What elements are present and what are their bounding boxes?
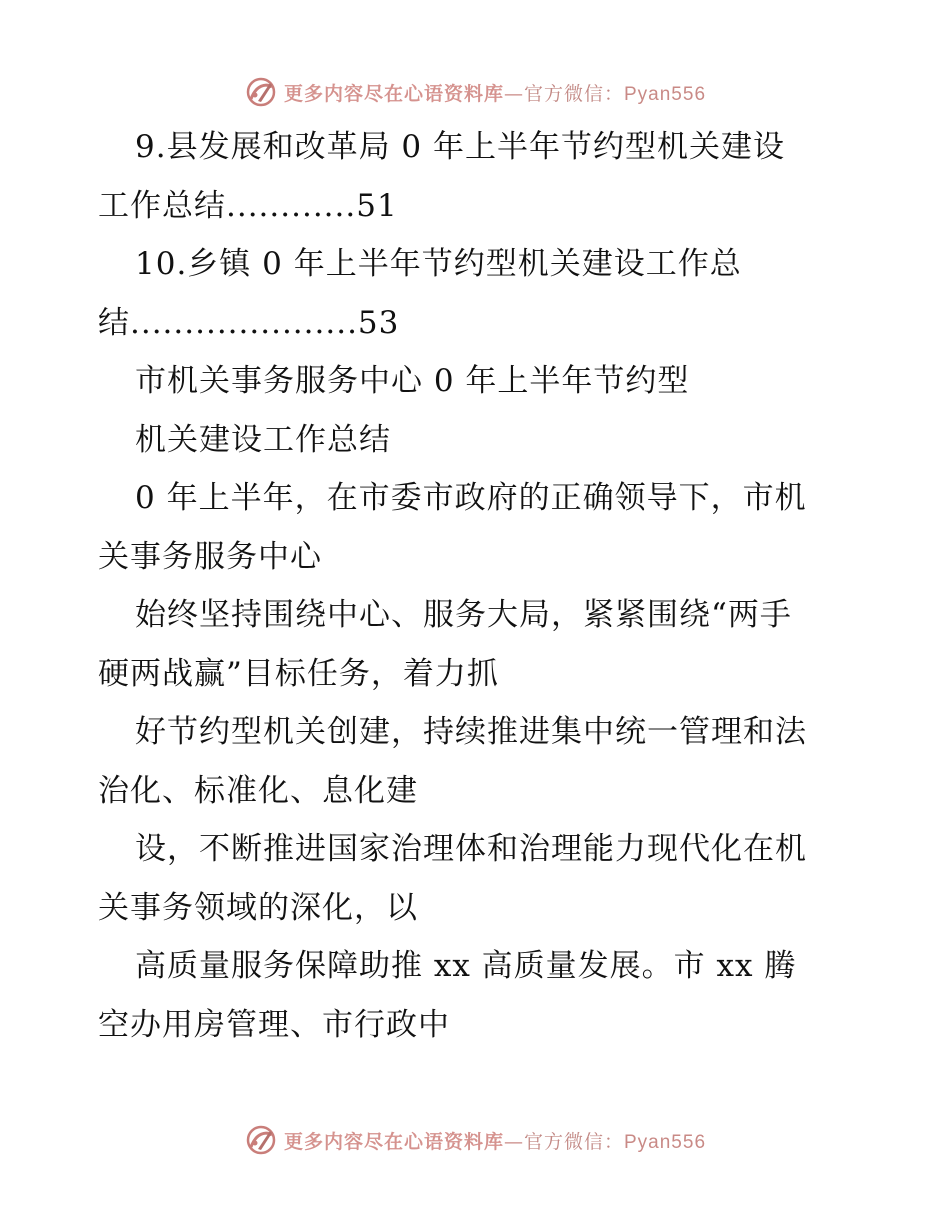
header-dash: — (503, 82, 524, 105)
paragraph-line: 设，不断推进国家治理体和治理能力现代化在机 (135, 831, 807, 867)
toc-line: 结.....................53 (98, 304, 400, 341)
toc-line: 10.乡镇 0 年上半年节约型机关建设工作总 (135, 246, 742, 282)
header-banner-text (284, 79, 706, 106)
paragraph-line: 空办用房管理、市行政中 (98, 1006, 450, 1043)
paragraph-line: 始终坚持围绕中心、服务大局，紧紧围绕“两手 (135, 597, 792, 633)
paragraph-line: 硬两战赢”目标任务，着力抓 (98, 655, 499, 692)
footer-official: 官方微信： (523, 1130, 624, 1153)
header-banner (0, 72, 950, 112)
footer-wechat-id: Pyan556 (624, 1131, 707, 1153)
header-brand: 更多内容尽在心语资料库 (283, 82, 504, 105)
pen-swirl-logo-icon (244, 1123, 278, 1157)
footer-banner-inner (244, 1123, 706, 1157)
paragraph-line: 0 年上半年，在市委市政府的正确领导下，市机 (135, 480, 807, 516)
header-banner-inner (244, 75, 706, 109)
toc-line: 工作总结............51 (98, 187, 398, 224)
section-title: 市机关事务服务中心 0 年上半年节约型 (135, 363, 690, 399)
header-official: 官方微信： (523, 82, 624, 105)
paragraph-line: 好节约型机关创建，持续推进集中统一管理和法 (135, 714, 807, 750)
paragraph-line: 关事务服务中心 (98, 538, 322, 575)
document-body (98, 118, 858, 1054)
footer-banner-text (284, 1127, 706, 1154)
paragraph-line: 关事务领域的深化，以 (98, 889, 418, 926)
paragraph-line: 高质量服务保障助推 xx 高质量发展。市 xx 腾 (135, 948, 797, 984)
header-wechat-id: Pyan556 (624, 83, 707, 105)
pen-swirl-logo-icon (244, 75, 278, 109)
toc-line: 9.县发展和改革局 0 年上半年节约型机关建设 (135, 129, 786, 165)
footer-brand: 更多内容尽在心语资料库 (283, 1130, 504, 1153)
footer-banner (0, 1120, 950, 1160)
section-title: 机关建设工作总结 (135, 421, 391, 458)
paragraph-line: 治化、标准化、息化建 (98, 772, 418, 809)
footer-dash: — (503, 1130, 524, 1153)
